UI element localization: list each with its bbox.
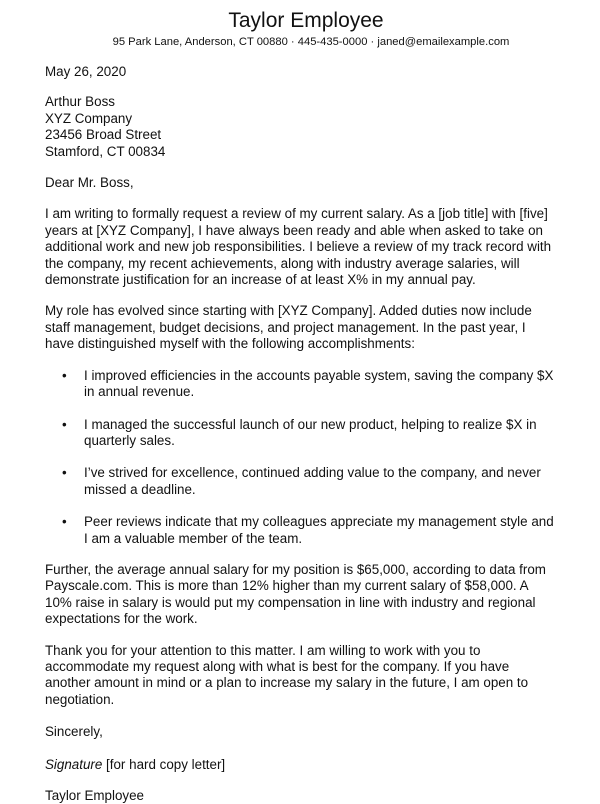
recipient-address (45, 94, 557, 160)
letter-body (45, 64, 557, 804)
sender-name: Taylor Employee (228, 9, 384, 32)
accomplishment-text: I managed the successful launch of our new product, helping to realize $X in quarterly sales. (84, 416, 537, 448)
thanks-paragraph: Thank you for your attention to this matter. I am willing to work with you to accommodate my request along with what is best for the company. If you have another amount in mind or a plan to increase my salary in the future, I am open to negotiation. (45, 642, 529, 707)
role-paragraph: My role has evolved since starting with [XYZ Company]. Added duties now include staff management, budget decisions, and project management. In the past year, I have distinguished myself with the following accomplishments: (45, 303, 532, 352)
salary-paragraph: Further, the average annual salary for my position is $65,000, according to data from Payscale.com. This is more than 12% higher than my current salary of $58,000. A 10% raise in salary is would put my compensation in line with industry and regional expectations for the work. (45, 561, 546, 627)
accomplishments-list (45, 368, 557, 547)
signature-label: Signature (45, 756, 103, 772)
accomplishment-text: I’ve strived for excellence, continued adding value to the company, and never missed a deadline. (84, 465, 541, 497)
list-item (45, 514, 557, 547)
signature-line (45, 757, 557, 773)
recipient-street: 23456 Broad Street (45, 127, 162, 143)
signer-name: Taylor Employee (45, 788, 144, 803)
sender-contact-info: 95 Park Lane, Anderson, CT 00880 · 445-435-0000 · janed@emailexample.com (112, 36, 510, 48)
list-item (45, 368, 557, 401)
closing: Sincerely, (45, 724, 103, 740)
letter-date: May 26, 2020 (45, 64, 127, 79)
intro-paragraph: I am writing to formally request a review of my current salary. As a [job title] with [five] years at [XYZ Company], I have always been ready and able when asked to take on additional work and new job responsibilities. I believe a review of my track record with the company, my recent achievements, along with industry average salaries, will demonstrate justification for an increase of at least X% in my annual pay. (45, 206, 552, 288)
recipient-company: XYZ Company (45, 110, 133, 126)
list-item (45, 417, 557, 450)
bullet-icon: • (62, 367, 67, 383)
accomplishment-text: I improved efficiencies in the accounts payable system, saving the company $X in annual revenue. (84, 367, 554, 400)
accomplishment-text: Peer reviews indicate that my colleagues appreciate my management style and I am a valuable member of the team. (84, 514, 554, 546)
bullet-icon: • (62, 465, 67, 481)
signature-note: [for hard copy letter] (102, 756, 226, 772)
recipient-city-state-zip: Stamford, CT 00834 (45, 143, 166, 159)
salutation: Dear Mr. Boss, (45, 175, 134, 191)
letterhead (45, 8, 557, 49)
list-item (45, 465, 557, 498)
bullet-icon: • (62, 416, 67, 432)
recipient-name: Arthur Boss (45, 94, 115, 110)
bullet-icon: • (62, 514, 67, 530)
